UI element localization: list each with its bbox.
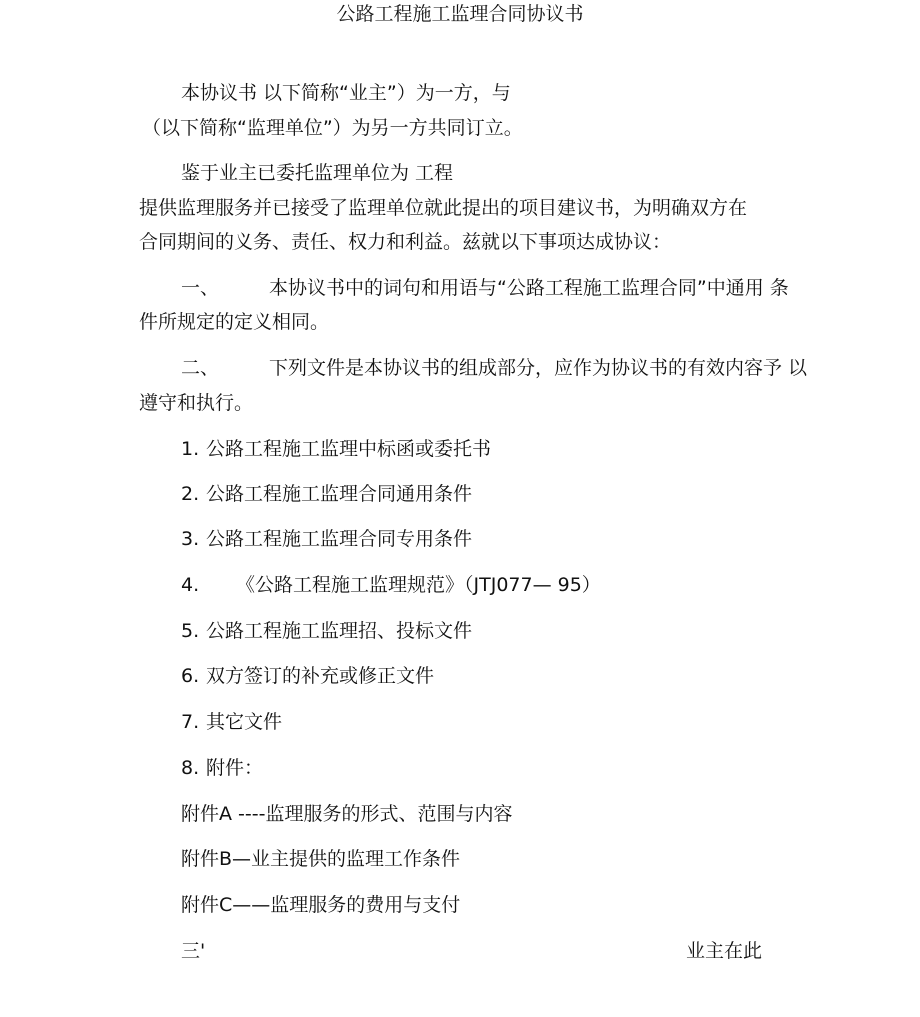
list-item [181,619,472,643]
intro-para2-line-3: 合同期间的义务、责任、权力和利益。兹就以下事项达成协议： [139,231,672,253]
list-item [181,573,601,597]
list-item [181,527,472,551]
clause-2-line-2: 遵守和执行。 [139,392,254,414]
clause-1-number: 一、 [181,277,220,299]
intro-line-1: 本协议书 以下简称“业主”）为一方，与 [181,82,511,104]
intro-para2-line-1: 鉴于业主已委托监理单位为 工程 [181,162,454,184]
attachment-c: 附件C——监理服务的费用与支付 [181,894,461,916]
list-item-number: 6. [181,665,200,687]
list-item-number: 4. [181,574,200,596]
list-item [181,710,282,734]
list-item [181,437,491,461]
clause-1-line-1 [181,276,789,300]
clause-2-number: 二、 [181,357,220,379]
list-item-number: 3. [181,528,200,550]
list-item-number: 2. [181,483,200,505]
list-item-text: 公路工程施工监理中标函或委托书 [206,438,492,460]
list-item-number: 1. [181,438,200,460]
list-item-text: 公路工程施工监理招、投标文件 [206,620,473,642]
clause-1-line-2: 件所规定的定义相同。 [139,311,330,333]
clause-3-owner-text: 业主在此 [686,940,763,962]
list-item-number: 5. [181,620,200,642]
list-item-text: 公路工程施工监理合同通用条件 [206,483,473,505]
list-item-text: 公路工程施工监理合同专用条件 [206,528,473,550]
list-item-number: 8. [181,757,200,779]
list-item [181,664,434,688]
list-item-number: 7. [181,711,200,733]
list-item-text: 附件： [206,757,264,779]
list-item [181,482,472,506]
list-item-text: 双方签订的补充或修正文件 [206,665,435,687]
clause-1-text: 本协议书中的词句和用语与“公路工程施工监理合同”中通用 条 [269,277,789,299]
document-title: 公路工程施工监理合同协议书 [336,3,584,25]
clause-2-line-1 [181,356,807,380]
list-item-text: 《公路工程施工监理规范》（JTJ077— 95） [236,574,601,596]
attachment-b: 附件B—业主提供的监理工作条件 [181,848,461,870]
clause-3-number: 三' [181,940,206,962]
list-item-text: 其它文件 [206,711,283,733]
attachment-a: 附件A ----监理服务的形式、范围与内容 [181,803,513,825]
clause-2-text: 下列文件是本协议书的组成部分，应作为协议书的有效内容予 以 [269,357,808,379]
intro-line-2: （以下简称“监理单位”）为另一方共同订立。 [142,117,523,139]
intro-para2-line-2: 提供监理服务并已接受了监理单位就此提出的项目建议书，为明确双方在 [139,197,748,219]
list-item [181,756,263,780]
